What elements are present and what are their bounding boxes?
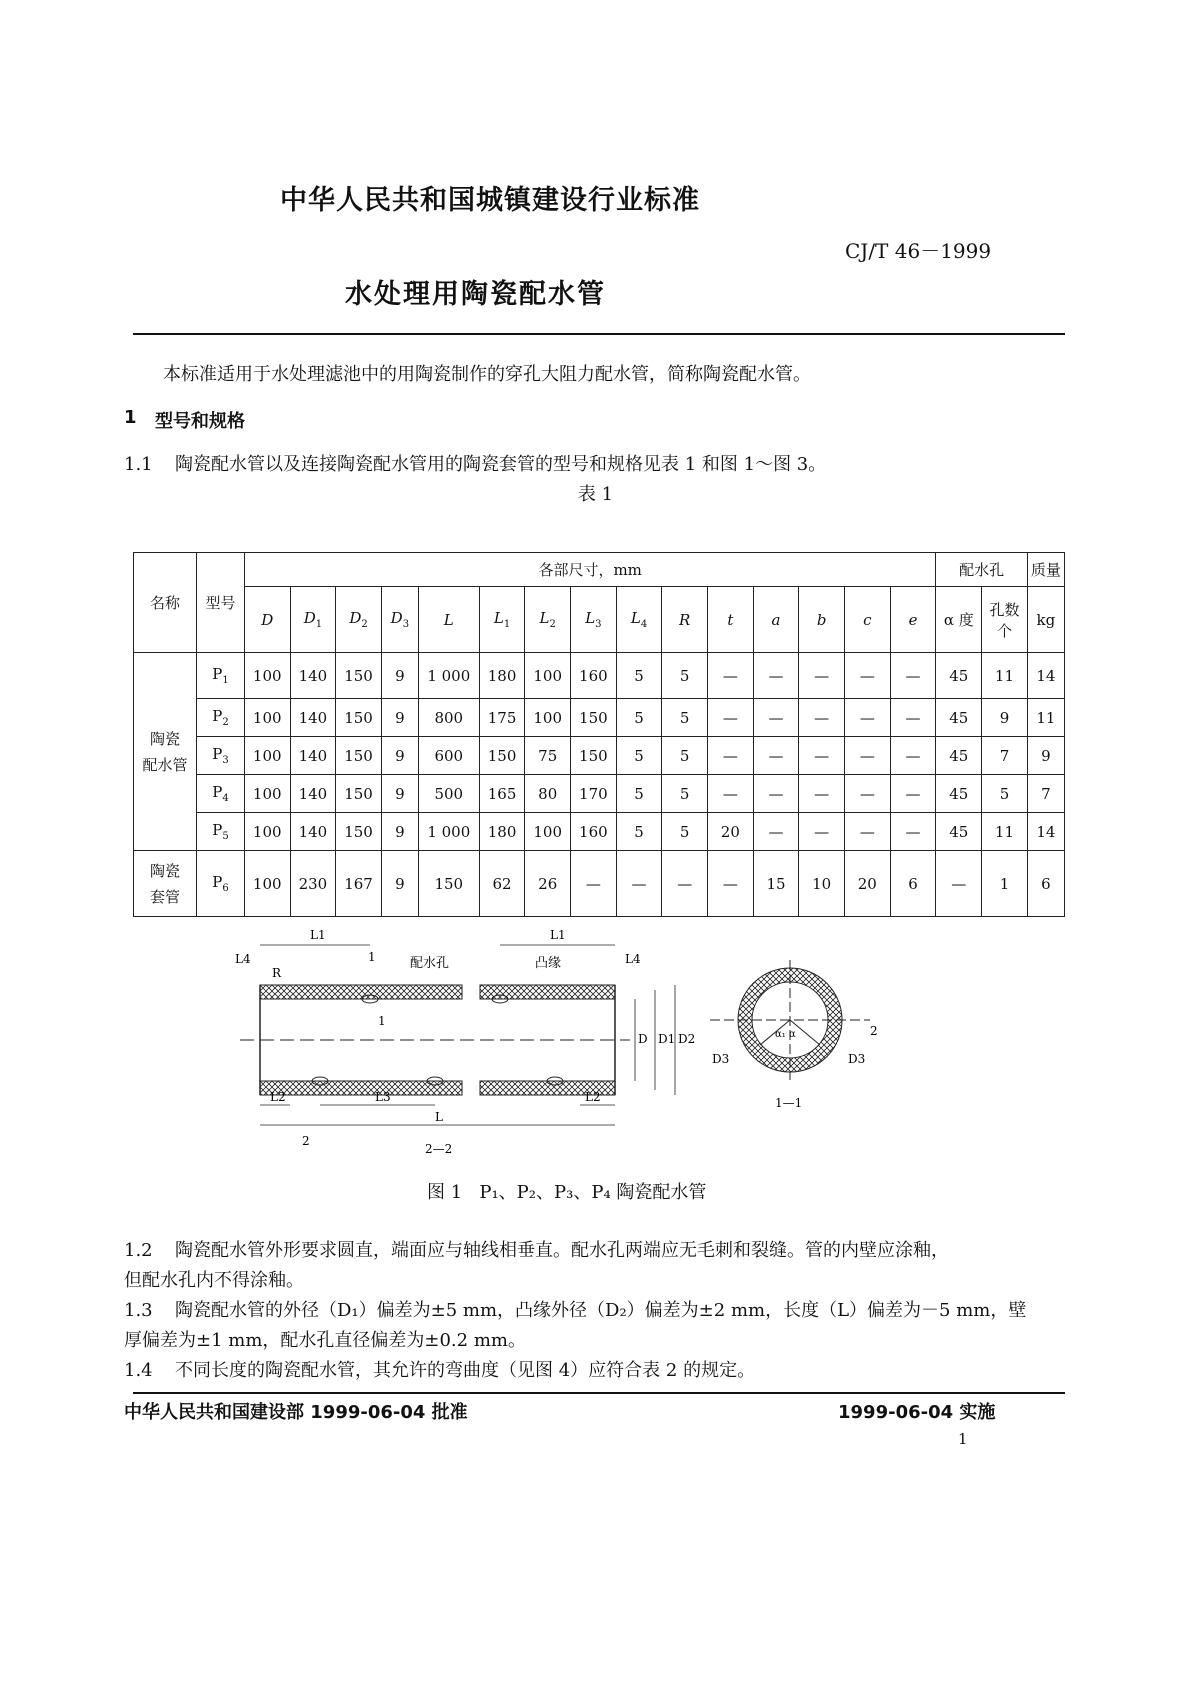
table-cell: 100 <box>525 813 571 851</box>
table-cell: 170 <box>571 775 617 813</box>
row-model <box>197 851 245 917</box>
clause-1-3-number: 1.3 <box>124 1300 153 1321</box>
table-cell: 9 <box>982 699 1028 737</box>
row-model <box>197 775 245 813</box>
table-cell: 1 <box>982 851 1028 917</box>
table-cell: 9 <box>381 775 418 813</box>
label-section-1-1: 1—1 <box>775 1096 803 1110</box>
table-cell: — <box>890 737 936 775</box>
table-row <box>134 775 1065 813</box>
table-cell: 45 <box>936 813 982 851</box>
figure-1-caption-models: P₁、P₂、P₃、P₄ <box>479 1182 611 1203</box>
table-cell: 7 <box>982 737 1028 775</box>
dim-subscript: 4 <box>640 619 648 630</box>
clause-1-1-number: 1.1 <box>124 454 153 475</box>
table-cell: 9 <box>381 737 418 775</box>
row-group-name-line: 陶瓷 <box>150 861 181 880</box>
dim-symbol: D <box>390 609 403 627</box>
effective-date: 1999-06-04 实施 <box>838 1402 996 1423</box>
dim-symbol: a <box>771 610 781 629</box>
table-row <box>134 851 1065 917</box>
label-R: R <box>272 966 282 980</box>
row-model <box>197 737 245 775</box>
label-D3-left: D3 <box>712 1052 730 1066</box>
table-cell: 9 <box>381 653 418 699</box>
table-cell: 80 <box>525 775 571 813</box>
table-cell: — <box>753 737 799 775</box>
row-model <box>197 813 245 851</box>
table-cell: — <box>890 775 936 813</box>
row-model-letter: P <box>212 707 223 725</box>
col-header-dim <box>616 587 662 653</box>
col-header-name: 名称 <box>134 553 197 653</box>
col-header-dim <box>418 587 479 653</box>
dim-symbol: D <box>303 609 316 627</box>
spec-table <box>133 552 1065 917</box>
table-cell: — <box>890 699 936 737</box>
row-group-name-line: 配水管 <box>142 755 188 774</box>
table-cell: 45 <box>936 653 982 699</box>
table-cell: — <box>753 653 799 699</box>
standard-number: CJ/T 46－1999 <box>845 239 992 263</box>
table-cell: 14 <box>1027 653 1064 699</box>
table-cell: 160 <box>571 813 617 851</box>
document-title: 水处理用陶瓷配水管 <box>345 279 606 310</box>
figure-1-drawing <box>230 928 910 1165</box>
table-cell: 100 <box>244 851 290 917</box>
table-cell: 175 <box>479 699 525 737</box>
table-cell: — <box>844 737 890 775</box>
label-cut-2-right: 2 <box>870 1024 878 1038</box>
table-cell: — <box>799 737 845 775</box>
table-row <box>134 699 1065 737</box>
table-cell: 5 <box>662 775 708 813</box>
label-cut-1-bottom: 1 <box>378 1014 386 1028</box>
dim-symbol: e <box>908 610 918 629</box>
table-cell: 6 <box>890 851 936 917</box>
table-cell: 100 <box>244 813 290 851</box>
org-title: 中华人民共和国城镇建设行业标准 <box>280 185 700 216</box>
table-cell: 5 <box>662 737 708 775</box>
label-section-2-2: 2—2 <box>425 1142 453 1156</box>
table-cell: — <box>753 813 799 851</box>
table-cell: 160 <box>571 653 617 699</box>
table-cell: — <box>799 699 845 737</box>
col-header-dim <box>244 587 290 653</box>
table-cell: — <box>799 775 845 813</box>
table-cell: 5 <box>662 813 708 851</box>
row-model-subscript: 3 <box>222 755 229 766</box>
table-cell: 165 <box>479 775 525 813</box>
clause-1-4-line1: 不同长度的陶瓷配水管，其允许的弯曲度（见图 4）应符合表 2 的规定。 <box>175 1360 756 1381</box>
table-cell: 7 <box>1027 775 1064 813</box>
label-cut-2-left: 2 <box>302 1134 310 1148</box>
table-cell: — <box>844 653 890 699</box>
table-1-caption: 表 1 <box>577 484 614 505</box>
dim-subscript: 2 <box>549 619 556 630</box>
table-cell: 150 <box>336 737 382 775</box>
label-D1: D1 <box>658 1032 676 1046</box>
table-cell: 45 <box>936 737 982 775</box>
table-cell: — <box>890 813 936 851</box>
table-cell: 5 <box>616 653 662 699</box>
table-cell: 140 <box>290 699 336 737</box>
dim-symbol: R <box>679 610 691 629</box>
table-cell: 10 <box>799 851 845 917</box>
row-model-letter: P <box>212 821 223 839</box>
col-header-dim <box>799 587 845 653</box>
table-row <box>134 813 1065 851</box>
table-cell: 62 <box>479 851 525 917</box>
row-group-name-line: 套管 <box>150 887 181 906</box>
row-model-letter: P <box>212 745 223 763</box>
table-row <box>134 653 1065 699</box>
table-cell: 150 <box>571 699 617 737</box>
table-cell: 140 <box>290 653 336 699</box>
table-cell: 20 <box>844 851 890 917</box>
col-header-mass-unit: kg <box>1027 587 1064 653</box>
dim-symbol: b <box>816 610 827 629</box>
table-cell: — <box>936 851 982 917</box>
table-cell: 1 000 <box>418 813 479 851</box>
col-header-dim <box>753 587 799 653</box>
table-cell: — <box>844 813 890 851</box>
table-cell: 15 <box>753 851 799 917</box>
row-model-letter: P <box>212 873 223 891</box>
table-cell: 5 <box>616 699 662 737</box>
table-cell: — <box>753 775 799 813</box>
table-cell: 150 <box>336 699 382 737</box>
table-cell: — <box>708 653 754 699</box>
table-cell: 26 <box>525 851 571 917</box>
dim-subscript: 3 <box>402 619 410 630</box>
figure-1-caption-suffix: 陶瓷配水管 <box>616 1182 707 1203</box>
row-model <box>197 699 245 737</box>
section-number: 1 <box>124 407 137 428</box>
table-cell: 5 <box>616 775 662 813</box>
table-row <box>134 737 1065 775</box>
table-cell: 150 <box>336 653 382 699</box>
table-cell: 45 <box>936 775 982 813</box>
table-cell: 5 <box>982 775 1028 813</box>
table-cell: — <box>890 653 936 699</box>
dim-symbol: L <box>539 609 550 627</box>
col-header-count-label: 孔数 <box>989 600 1020 619</box>
label-D3-right: D3 <box>848 1052 866 1066</box>
col-header-mass: 质量 <box>1027 553 1064 587</box>
table-cell: 800 <box>418 699 479 737</box>
table-cell: 1 000 <box>418 653 479 699</box>
table-cell: — <box>708 699 754 737</box>
dim-symbol: L <box>630 609 641 627</box>
table-cell: — <box>799 813 845 851</box>
table-cell: 11 <box>982 813 1028 851</box>
table-cell: — <box>844 699 890 737</box>
table-cell: 9 <box>381 851 418 917</box>
row-group-name <box>134 653 197 851</box>
table-cell: 150 <box>336 813 382 851</box>
table-cell: 6 <box>1027 851 1064 917</box>
col-header-dim <box>381 587 418 653</box>
col-header-dimensions: 各部尺寸，mm <box>244 553 936 587</box>
row-group-name-line: 陶瓷 <box>150 729 181 748</box>
table-cell: 100 <box>244 653 290 699</box>
figure-1-caption-prefix: 图 1 <box>427 1182 463 1203</box>
clause-1-1-text: 陶瓷配水管以及连接陶瓷配水管用的陶瓷套管的型号和规格见表 1 和图 1～图 3。 <box>175 454 827 475</box>
table-cell: 9 <box>381 699 418 737</box>
dim-symbol: c <box>863 610 872 629</box>
table-cell: 100 <box>525 699 571 737</box>
table-cell: 180 <box>479 653 525 699</box>
row-model <box>197 653 245 699</box>
label-L2-left: L2 <box>270 1090 286 1104</box>
dim-subscript: 1 <box>503 619 511 630</box>
page-number: 1 <box>958 1430 968 1448</box>
row-model-letter: P <box>212 783 223 801</box>
clause-1-3-line2: 厚偏差为±1 mm，配水孔直径偏差为±0.2 mm。 <box>124 1330 526 1351</box>
dim-subscript: 1 <box>315 619 323 630</box>
dim-symbol: L <box>585 609 596 627</box>
pipe-cross-section <box>710 960 870 1080</box>
row-model-subscript: 2 <box>222 717 229 728</box>
label-cut-1-top: 1 <box>368 950 376 964</box>
col-header-dim <box>844 587 890 653</box>
row-model-subscript: 1 <box>222 675 229 686</box>
table-cell: — <box>708 737 754 775</box>
header-rule <box>133 333 1065 335</box>
table-cell: 600 <box>418 737 479 775</box>
col-header-dim <box>336 587 382 653</box>
col-header-dim <box>479 587 525 653</box>
label-L4-left: L4 <box>235 952 251 966</box>
row-group-name <box>134 851 197 917</box>
dim-symbol: D <box>349 609 362 627</box>
figure-1-caption <box>427 1178 706 1204</box>
table-cell: 150 <box>418 851 479 917</box>
row-model-letter: P <box>212 665 223 683</box>
table-cell: 500 <box>418 775 479 813</box>
label-L3: L3 <box>375 1090 391 1104</box>
table-cell: 11 <box>1027 699 1064 737</box>
col-header-model: 型号 <box>197 553 245 653</box>
table-cell: 230 <box>290 851 336 917</box>
intro-paragraph: 本标准适用于水处理滤池中的用陶瓷制作的穿孔大阻力配水管，简称陶瓷配水管。 <box>163 364 811 385</box>
col-header-dim <box>890 587 936 653</box>
clause-1-2-line2: 但配水孔内不得涂釉。 <box>124 1270 304 1291</box>
table-cell: 167 <box>336 851 382 917</box>
col-header-dim <box>571 587 617 653</box>
row-model-subscript: 5 <box>222 831 229 842</box>
table-cell: 5 <box>662 653 708 699</box>
table-cell: 20 <box>708 813 754 851</box>
table-cell: 11 <box>982 653 1028 699</box>
label-L1-right: L1 <box>550 928 566 942</box>
footer-rule <box>133 1392 1065 1394</box>
table-cell: 140 <box>290 813 336 851</box>
table-cell: 150 <box>571 737 617 775</box>
table-cell: 45 <box>936 699 982 737</box>
approval-date: 中华人民共和国建设部 1999-06-04 批准 <box>124 1402 468 1423</box>
col-header-dim <box>708 587 754 653</box>
table-cell: — <box>753 699 799 737</box>
table-cell: 5 <box>662 699 708 737</box>
label-L4-right: L4 <box>625 952 641 966</box>
label-alpha: α₁ α <box>775 1029 796 1040</box>
table-cell: 100 <box>244 775 290 813</box>
col-header-dim <box>525 587 571 653</box>
label-L: L <box>435 1110 443 1124</box>
label-D2: D2 <box>678 1032 696 1046</box>
table-cell: 75 <box>525 737 571 775</box>
table-cell: 140 <box>290 737 336 775</box>
table-cell: — <box>662 851 708 917</box>
label-D: D <box>638 1032 648 1046</box>
table-cell: 150 <box>336 775 382 813</box>
dim-subscript: 3 <box>595 619 602 630</box>
label-hole: 配水孔 <box>410 956 450 971</box>
table-cell: — <box>799 653 845 699</box>
table-cell: 9 <box>381 813 418 851</box>
row-model-subscript: 6 <box>222 883 229 894</box>
table-cell: 100 <box>525 653 571 699</box>
table-cell: — <box>844 775 890 813</box>
table-cell: 140 <box>290 775 336 813</box>
col-header-dim <box>662 587 708 653</box>
table-cell: 5 <box>616 737 662 775</box>
table-cell: 5 <box>616 813 662 851</box>
row-model-subscript: 4 <box>222 793 229 804</box>
col-header-alpha: α 度 <box>936 587 982 653</box>
label-flange: 凸缘 <box>535 956 562 971</box>
dim-subscript: 2 <box>361 619 368 630</box>
table-cell: — <box>708 851 754 917</box>
col-header-count-unit: 个 <box>996 621 1012 640</box>
col-header-dim <box>290 587 336 653</box>
table-cell: 180 <box>479 813 525 851</box>
clause-1-2-number: 1.2 <box>124 1240 153 1261</box>
dim-symbol: t <box>727 610 734 629</box>
table-cell: — <box>616 851 662 917</box>
table-cell: — <box>571 851 617 917</box>
dim-symbol: D <box>261 610 274 629</box>
label-L1-left: L1 <box>310 928 326 942</box>
table-cell: 100 <box>244 699 290 737</box>
col-header-holes: 配水孔 <box>936 553 1027 587</box>
clause-1-2-line1: 陶瓷配水管外形要求圆直，端面应与轴线相垂直。配水孔两端应无毛刺和裂缝。管的内壁应涂釉， <box>175 1240 949 1261</box>
clause-1-3-line1: 陶瓷配水管的外径（D₁）偏差为±5 mm，凸缘外径（D₂）偏差为±2 mm，长度（L）偏差为－5 mm，壁 <box>175 1300 1027 1321</box>
dim-symbol: L <box>443 610 454 629</box>
label-L2-right: L2 <box>585 1090 601 1104</box>
table-cell: — <box>708 775 754 813</box>
table-cell: 100 <box>244 737 290 775</box>
table-cell: 9 <box>1027 737 1064 775</box>
dim-symbol: L <box>493 609 504 627</box>
table-cell: 14 <box>1027 813 1064 851</box>
clause-1-4-number: 1.4 <box>124 1360 153 1381</box>
section-title: 型号和规格 <box>155 411 245 432</box>
table-cell: 150 <box>479 737 525 775</box>
col-header-count <box>982 587 1028 653</box>
